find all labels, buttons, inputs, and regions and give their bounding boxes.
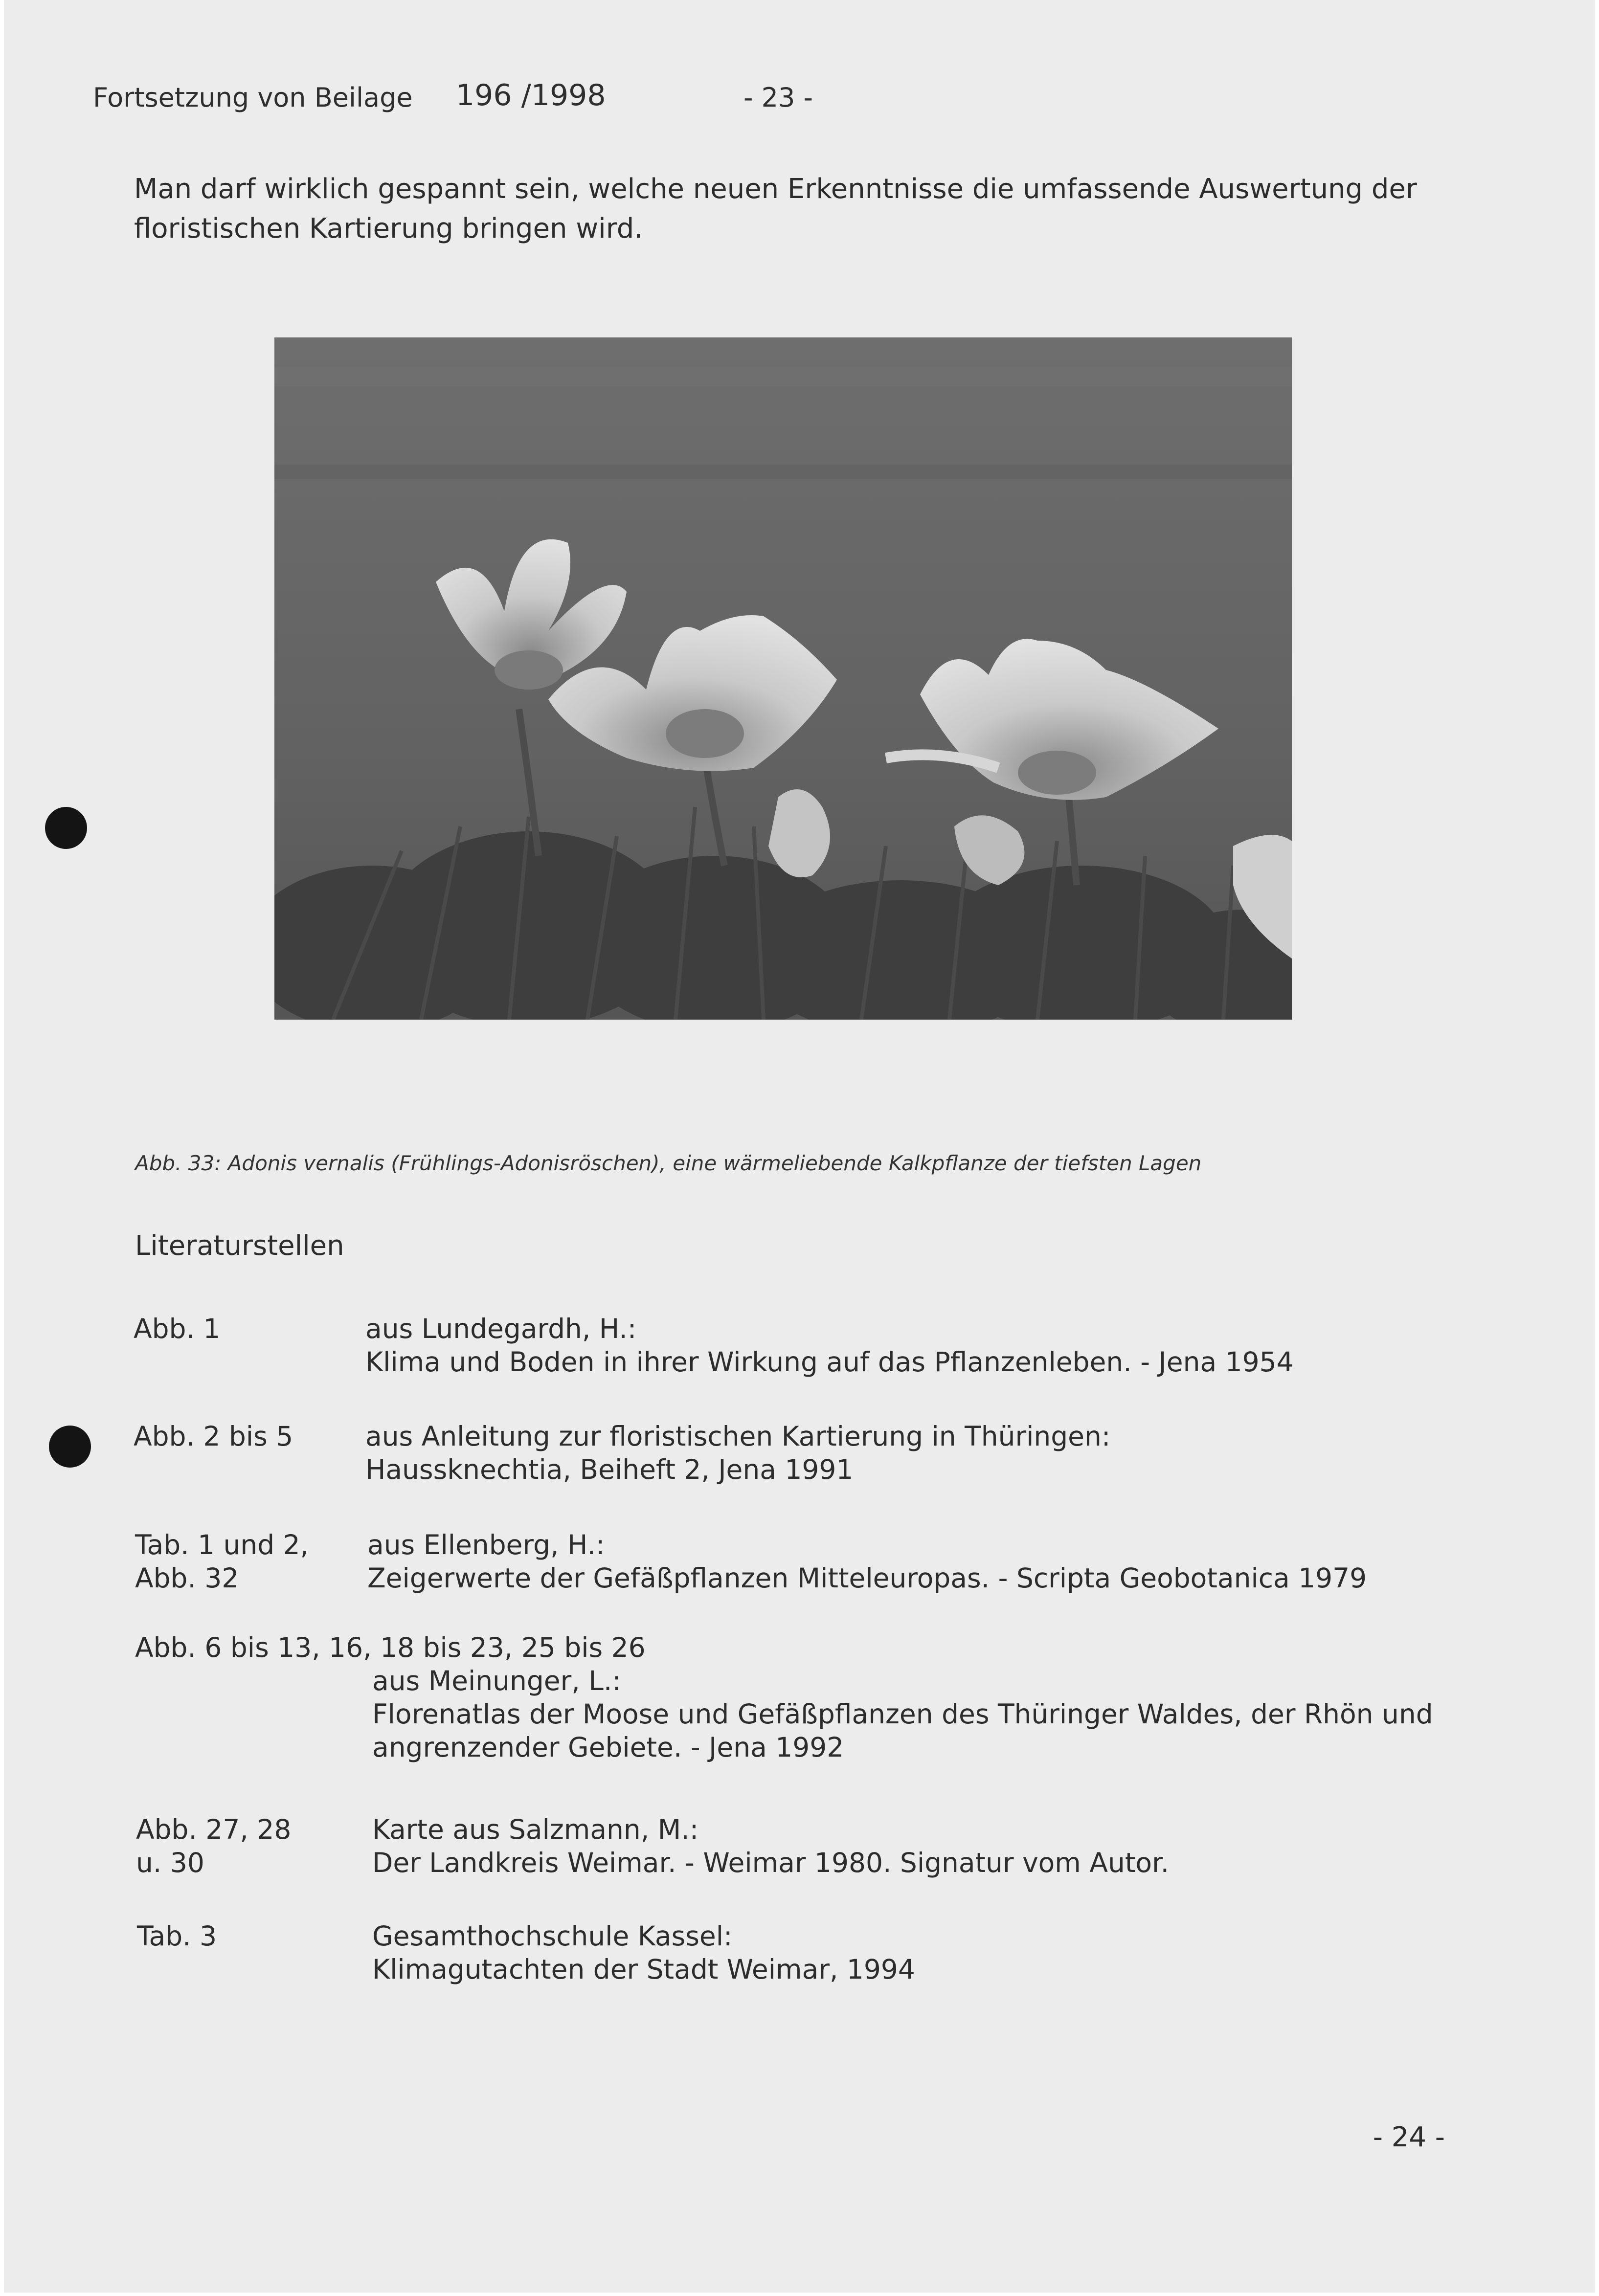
- reference-text: Gesamthochschule Kassel: Klimagutachten der Stadt Weimar, 1994: [372, 1920, 915, 1985]
- reference-label: Abb. 2 bis 5: [134, 1421, 293, 1452]
- reference-label: Tab. 1 und 2, Abb. 32: [135, 1529, 309, 1594]
- header-page-number: - 23 -: [743, 82, 813, 113]
- reference-text: aus Ellenberg, H.: Zeigerwerte der Gefäßpflanzen Mitteleuropas. - Scripta Geobotanica 1979: [367, 1529, 1367, 1594]
- document-page: [4, 0, 1595, 2293]
- flower-illustration: [274, 337, 1292, 1020]
- reference-text: aus Lundegardh, H.: Klima und Boden in ihrer Wirkung auf das Pflanzenleben. - Jena 1954: [365, 1313, 1294, 1378]
- header-number: 196 /1998: [456, 78, 606, 112]
- intro-paragraph: Man darf wirklich gespannt sein, welche neuen Erkenntnisse die umfassende Auswertung der floristischen Kartierung bringen wird.: [134, 173, 1417, 245]
- flower-photo: [274, 337, 1292, 1020]
- reference-text: aus Meinunger, L.: Florenatlas der Moose und Gefäßpflanzen des Thüringer Waldes, der Rhön und angrenzender Gebiete. - Jena 1992: [372, 1665, 1433, 1763]
- footer-page-number: - 24 -: [1373, 2121, 1445, 2153]
- literature-title: Literaturstellen: [135, 1230, 344, 1262]
- punch-hole: [45, 807, 87, 849]
- reference-label: Abb. 1: [134, 1313, 221, 1344]
- reference-text: aus Anleitung zur floristischen Kartierung in Thüringen: Haussknechtia, Beiheft 2, Jena 1991: [365, 1421, 1111, 1485]
- reference-text: Karte aus Salzmann, M.: Der Landkreis Weimar. - Weimar 1980. Signatur vom Autor.: [372, 1814, 1170, 1878]
- reference-label: Tab. 3: [137, 1920, 217, 1952]
- punch-hole: [49, 1426, 91, 1468]
- reference-label: Abb. 27, 28 u. 30: [136, 1814, 292, 1878]
- header-prefix: Fortsetzung von Beilage: [93, 82, 413, 113]
- figure-caption: Abb. 33: Adonis vernalis (Frühlings-Adonisröschen), eine wärmeliebende Kalkpflanze der tiefsten Lagen: [135, 1151, 1202, 1175]
- reference-label: Abb. 6 bis 13, 16, 18 bis 23, 25 bis 26: [135, 1632, 646, 1663]
